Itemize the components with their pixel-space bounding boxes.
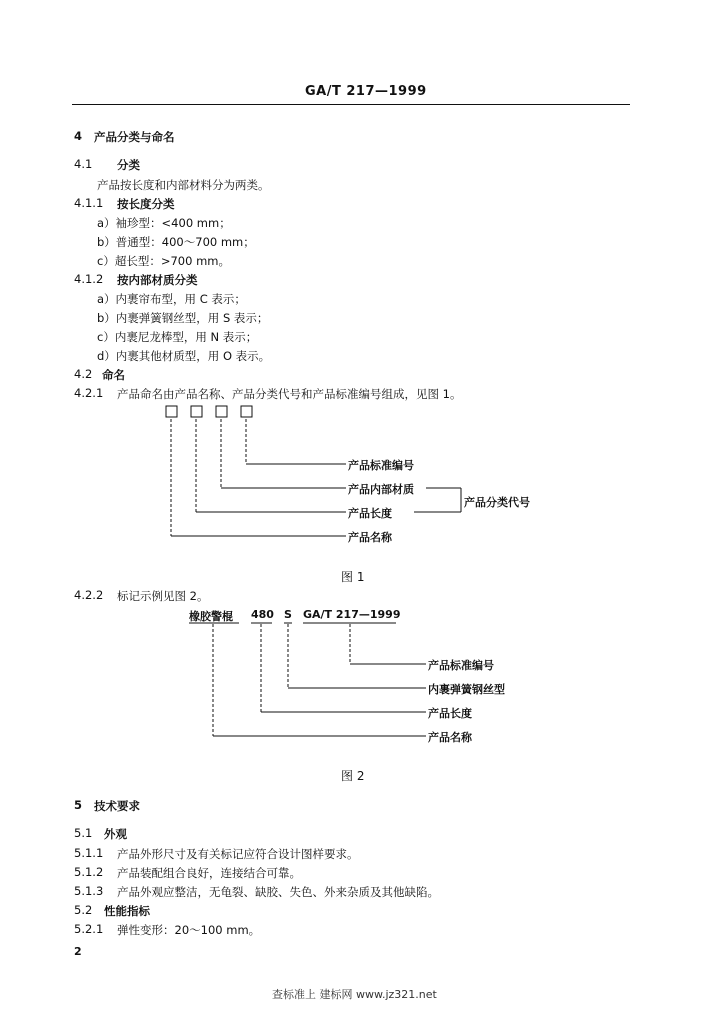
section-4-1-title: 分类 — [117, 158, 140, 172]
list-item: b）普通型：400～700 mm； — [97, 235, 255, 249]
section-4-2-2-number: 4.2.2 — [74, 588, 104, 602]
section-5-1-1-text: 产品外形尺寸及有关标记应符合设计图样要求。 — [117, 847, 359, 861]
section-4-1-2-title: 按内部材质分类 — [117, 273, 198, 287]
section-5-2-1-number: 5.2.1 — [74, 922, 104, 936]
figure-1-label-material: 产品内部材质 — [348, 483, 414, 496]
list-item: c）内裹尼龙棒型，用 N 表示； — [97, 330, 258, 344]
example-material-code: S — [284, 608, 292, 621]
footer-watermark: 查标准上 建标网 www.jz321.net — [272, 988, 437, 1001]
section-4-2-2-text: 标记示例见图 2。 — [117, 589, 209, 603]
figure-2-caption: 图 2 — [341, 769, 365, 783]
section-4-1-number: 4.1 — [74, 157, 93, 171]
section-5-1-title: 外观 — [104, 827, 127, 841]
figure-2-label-length: 产品长度 — [428, 707, 472, 720]
figure-1-caption: 图 1 — [341, 570, 365, 584]
figure-1-label-name: 产品名称 — [348, 531, 392, 544]
section-5-2-number: 5.2 — [74, 903, 93, 917]
figure-2-label-name: 产品名称 — [428, 731, 472, 744]
figure-2-label-standard-number: 产品标准编号 — [428, 659, 494, 672]
section-5-number: 5 — [74, 798, 83, 812]
list-item: a）袖珍型：<400 mm； — [97, 216, 231, 230]
page-number: 2 — [74, 945, 82, 958]
list-item: c）超长型：>700 mm。 — [97, 254, 230, 268]
section-4-2-1-number: 4.2.1 — [74, 386, 104, 400]
section-4-1-2-number: 4.1.2 — [74, 272, 104, 286]
section-5-1-2-number: 5.1.2 — [74, 865, 104, 879]
section-4-2-1-text: 产品命名由产品名称、产品分类代号和产品标准编号组成，见图 1。 — [117, 387, 462, 401]
section-4-title: 产品分类与命名 — [94, 130, 175, 144]
section-4-1-text: 产品按长度和内部材料分为两类。 — [97, 178, 270, 192]
figure-1-label-standard-number: 产品标准编号 — [348, 459, 414, 472]
section-5-1-2-text: 产品装配组合良好，连接结合可靠。 — [117, 866, 301, 880]
list-item: a）内裹帘布型，用 C 表示； — [97, 292, 246, 306]
standard-number-header: GA/T 217—1999 — [305, 84, 427, 99]
section-5-1-3-number: 5.1.3 — [74, 884, 104, 898]
list-item: b）内裹弹簧钢丝型，用 S 表示； — [97, 311, 269, 325]
section-5-2-1-text: 弹性变形：20～100 mm。 — [117, 923, 261, 937]
section-5-title: 技术要求 — [94, 799, 140, 813]
example-standard-number: GA/T 217—1999 — [303, 608, 401, 621]
section-5-1-number: 5.1 — [74, 826, 93, 840]
section-4-2-title: 命名 — [102, 368, 125, 382]
section-5-1-3-text: 产品外观应整洁，无龟裂、缺胶、失色、外来杂质及其他缺陷。 — [117, 885, 439, 899]
figure-2-label-material: 内裹弹簧钢丝型 — [428, 683, 505, 696]
section-5-1-1-number: 5.1.1 — [74, 846, 104, 860]
example-length: 480 — [251, 608, 274, 621]
section-4-1-1-title: 按长度分类 — [117, 197, 175, 211]
section-4-2-number: 4.2 — [74, 367, 93, 381]
section-4-1-1-number: 4.1.1 — [74, 196, 104, 210]
figure-1-brace-label: 产品分类代号 — [464, 496, 530, 509]
section-5-2-title: 性能指标 — [104, 904, 150, 918]
example-product-name: 橡胶警棍 — [189, 610, 233, 623]
list-item: d）内裹其他材质型，用 O 表示。 — [97, 349, 271, 363]
figure-1-label-length: 产品长度 — [348, 507, 392, 520]
section-4-number: 4 — [74, 129, 83, 143]
